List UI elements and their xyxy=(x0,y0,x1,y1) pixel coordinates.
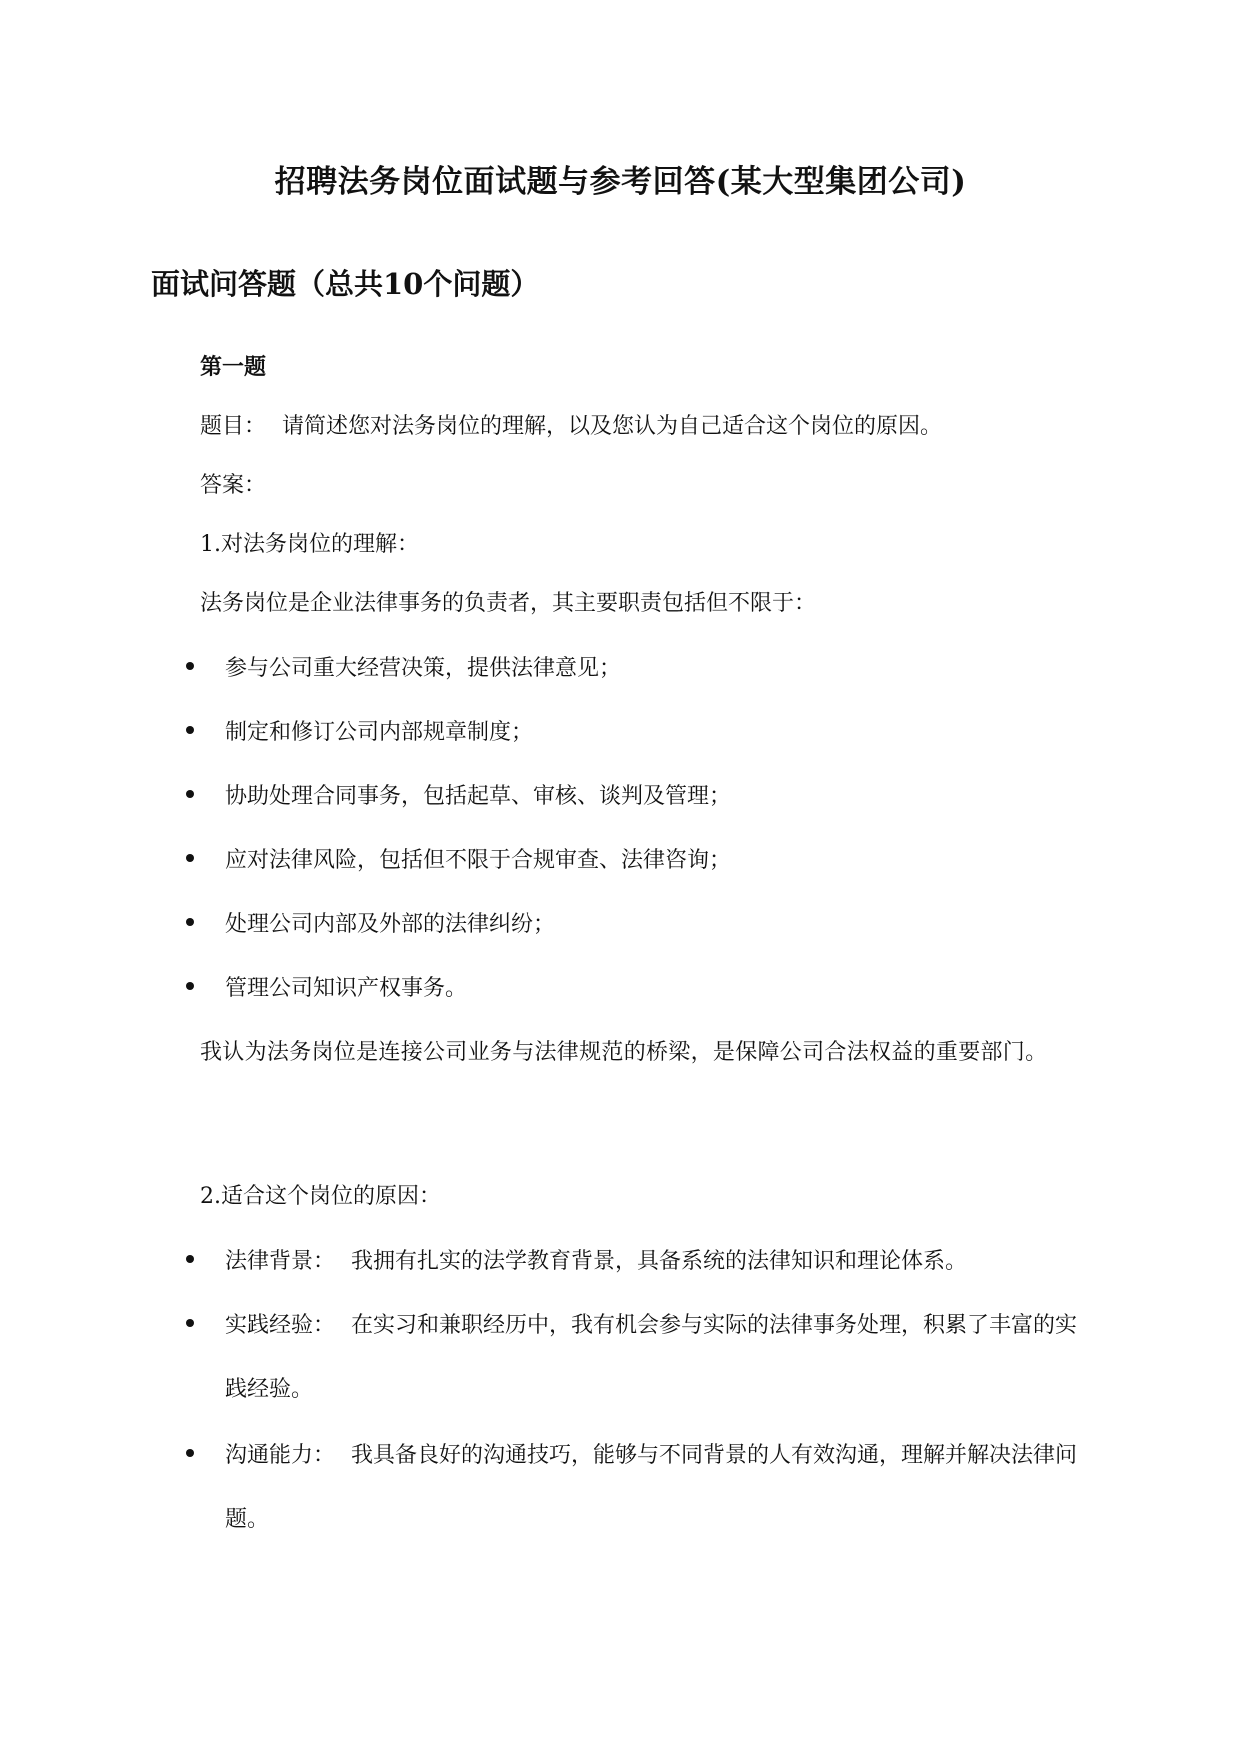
list-item-text xyxy=(225,1424,1085,1552)
bullet-icon xyxy=(186,1319,194,1327)
question-label: 题目： xyxy=(200,414,267,439)
list-item-text xyxy=(225,1230,1085,1294)
list-item-text: 协助处理合同事务，包括起草、审核、谈判及管理； xyxy=(225,784,732,809)
document-title: 招聘法务岗位面试题与参考回答(某大型集团公司) xyxy=(274,164,967,200)
part1-summary: 我认为法务岗位是连接公司业务与法律规范的桥梁，是保障公司合法权益的重要部门。 xyxy=(200,1040,1048,1065)
list-item-body: 在实习和兼职经历中，我有机会参与实际的法律事务处理，积累了丰富的实践经验。 xyxy=(225,1313,1078,1402)
section-heading: 面试问答题（总共10个问题） xyxy=(151,267,540,301)
bullet-icon xyxy=(186,662,194,670)
list-item-text: 处理公司内部及外部的法律纠纷； xyxy=(225,912,556,937)
question-line xyxy=(200,395,942,459)
list-item-text: 应对法律风险，包括但不限于合规审查、法律咨询； xyxy=(225,848,732,873)
part2-heading: 2.适合这个岗位的原因： xyxy=(200,1184,441,1209)
answer-label: 答案： xyxy=(200,473,267,498)
question-text: 请简述您对法务岗位的理解，以及您认为自己适合这个岗位的原因。 xyxy=(282,414,943,439)
list-item-text: 管理公司知识产权事务。 xyxy=(225,976,468,1001)
question-heading: 第一题 xyxy=(200,354,267,380)
part1-heading: 1.对法务岗位的理解： xyxy=(200,532,419,557)
bullet-icon xyxy=(186,726,194,734)
list-item-text: 制定和修订公司内部规章制度； xyxy=(225,720,534,745)
list-item-text: 参与公司重大经营决策，提供法律意见； xyxy=(225,656,622,681)
list-item-text xyxy=(225,1294,1085,1422)
bullet-icon xyxy=(186,982,194,990)
list-item-body: 我具备良好的沟通技巧，能够与不同背景的人有效沟通，理解并解决法律问题。 xyxy=(225,1443,1078,1532)
list-item-label: 实践经验： xyxy=(225,1313,336,1338)
list-item-label: 沟通能力： xyxy=(225,1443,336,1468)
bullet-icon xyxy=(186,918,194,926)
bullet-icon xyxy=(186,790,194,798)
list-item-label: 法律背景： xyxy=(225,1249,336,1274)
bullet-icon xyxy=(186,1449,194,1457)
list-item-body: 我拥有扎实的法学教育背景，具备系统的法律知识和理论体系。 xyxy=(351,1249,968,1274)
bullet-icon xyxy=(186,1255,194,1263)
bullet-icon xyxy=(186,854,194,862)
part1-intro: 法务岗位是企业法律事务的负责者，其主要职责包括但不限于： xyxy=(200,591,817,616)
